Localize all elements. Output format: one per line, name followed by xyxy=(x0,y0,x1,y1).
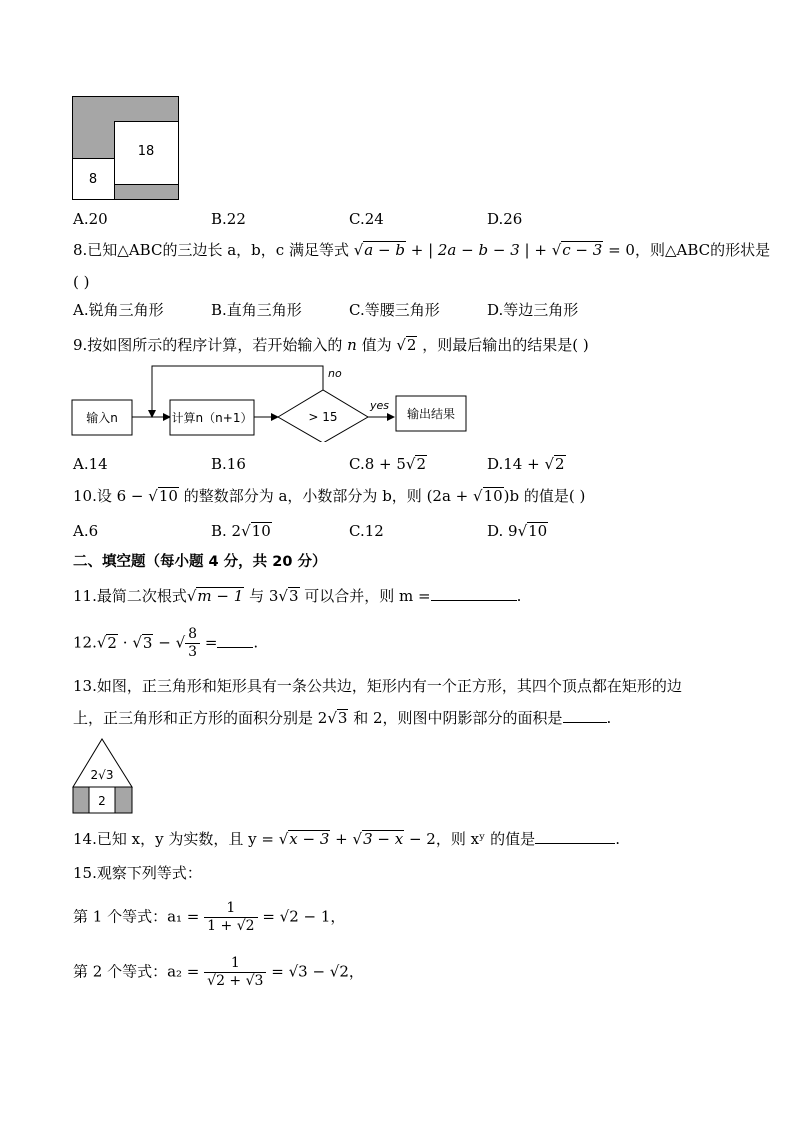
q9-suffix: ，则最后输出的结果是( ) xyxy=(422,336,589,354)
q9-flowchart xyxy=(70,362,470,442)
q11-stem: 11.最简二次根式√m − 1 与 3√3 可以合并，则 m = . xyxy=(73,587,522,605)
q9-option-d-rad: 2 xyxy=(555,455,565,473)
q7-large-label: 18 xyxy=(137,144,155,159)
q12-stem: 12.√2 · √3 − √ $\frac{8}{3}$ = . xyxy=(73,626,259,660)
q8-option-a: A.锐角三角形 xyxy=(73,301,164,319)
q10-option-b-rad: 10 xyxy=(251,522,271,540)
q9-stem: 9.按如图所示的程序计算，若开始输入的 n 值为 √2 ，则最后输出的结果是( ) xyxy=(73,336,589,354)
q15-equation-2: 第 2 个等式：a₂ = $\frac{1}{√2 + √3}$ = √3 − √2， xyxy=(73,955,364,989)
q14-stem: 14.已知 x，y 为实数，且 y = √x − 3 + √3 − x − 2，则 xʸ 的值是 . xyxy=(73,830,620,848)
q9-option-d: D.14 + √2 xyxy=(487,455,565,473)
q9-radicand: 2 xyxy=(406,336,417,354)
q13-answer-blank xyxy=(563,708,607,723)
flow-input-label: 输入n xyxy=(86,411,118,425)
q14-radicand-1: x − 3 xyxy=(289,830,330,848)
q8-radicand-a: a − b xyxy=(364,241,405,259)
q8-option-c: C.等腰三角形 xyxy=(349,301,440,319)
q11-radicand-2: 3 xyxy=(288,587,299,605)
q10-option-d-rad: 10 xyxy=(528,522,548,540)
q13-square-label: 2 xyxy=(98,794,106,808)
q8-paren: ( ) xyxy=(73,273,90,291)
q10-option-a: A.6 xyxy=(73,522,99,540)
q10-suffix: )b 的值是( ) xyxy=(503,487,586,505)
flow-condition-label: > 15 xyxy=(308,410,338,424)
q14-radicand-2: 3 − x xyxy=(363,830,404,848)
q7-small-label: 8 xyxy=(88,172,98,187)
q14-answer-blank xyxy=(535,829,615,844)
q8-stem: 8.已知△ABC的三边长 a，b，c 满足等式 √a − b + | 2a − b − 3 | + √c − 3 = 0，则△ABC的形状是 xyxy=(73,241,771,259)
q9-option-b: B.16 xyxy=(211,455,246,473)
flow-compute-label: 计算n（n+1） xyxy=(171,411,253,425)
q15-title: 15.观察下列等式： xyxy=(73,864,202,882)
q9-prefix: 9.按如图所示的程序计算，若开始输入的 xyxy=(73,336,343,354)
flow-no-label: no xyxy=(328,367,342,380)
q10-radicand-2: 10 xyxy=(483,487,503,505)
q12-answer-blank xyxy=(217,633,253,648)
flow-yes-label: yes xyxy=(370,399,390,412)
q8-option-b: B.直角三角形 xyxy=(211,301,302,319)
q8-eq-mid: + | 2a − b − 3 | + xyxy=(410,241,547,259)
q8-option-d: D.等边三角形 xyxy=(487,301,579,319)
q9-option-c-rad: 2 xyxy=(416,455,427,473)
q15-eq1-fraction: $\frac{1}{1 + √2}$ xyxy=(204,900,257,935)
q13-figure xyxy=(72,737,134,814)
q13-line-1: 13.如图，正三角形和矩形具有一条公共边，矩形内有一个正方形，其四个顶点都在矩形的边 xyxy=(73,677,682,695)
q7-option-a: A.20 xyxy=(73,210,108,228)
q8-radicand-c: c − 3 xyxy=(562,241,603,259)
section-2-heading: 二、填空题（每小题 4 分，共 20 分） xyxy=(73,554,327,570)
q10-option-d: D. 9√10 xyxy=(487,522,548,540)
q7-option-d: D.26 xyxy=(487,210,523,228)
q15-equation-1: 第 1 个等式：a₁ = $\frac{1}{1 + √2}$ = √2 − 1， xyxy=(73,900,346,934)
flow-output-label: 输出结果 xyxy=(406,407,456,421)
q8-eq-end: = 0，则△ABC的形状是 xyxy=(608,241,771,259)
q9-var: n xyxy=(347,336,357,354)
q13-line-2: 上，正三角形和正方形的面积分别是 2√3 和 2，则图中阴影部分的面积是 . xyxy=(73,709,612,727)
q7-figure xyxy=(72,96,180,200)
q10-stem: 10.设 6 − √10 的整数部分为 a，小数部分为 b，则 (2a + √10)b 的值是( ) xyxy=(73,487,586,505)
q10-option-b: B. 2√10 xyxy=(211,522,271,540)
q9-option-a: A.14 xyxy=(73,455,108,473)
q9-mid: 值为 xyxy=(361,336,392,354)
q10-prefix: 10.设 6 − xyxy=(73,487,149,505)
q9-option-c: C.8 + 5√2 xyxy=(349,455,427,473)
q12-fraction: $\frac{8}{3}$ xyxy=(185,626,200,661)
q15-eq2-fraction: $\frac{1}{√2 + √3}$ xyxy=(204,955,266,990)
q10-radicand: 10 xyxy=(158,487,178,505)
q10-mid: 的整数部分为 a，小数部分为 b，则 (2a + xyxy=(183,487,474,505)
q10-option-c: C.12 xyxy=(349,522,384,540)
q7-option-b: B.22 xyxy=(211,210,246,228)
q7-option-c: C.24 xyxy=(349,210,384,228)
q11-answer-blank xyxy=(431,586,517,601)
q13-triangle-label: 2√3 xyxy=(90,768,114,782)
q11-radicand: m − 1 xyxy=(197,587,244,605)
q8-prefix: 8.已知△ABC的三边长 a，b，c 满足等式 xyxy=(73,241,349,259)
